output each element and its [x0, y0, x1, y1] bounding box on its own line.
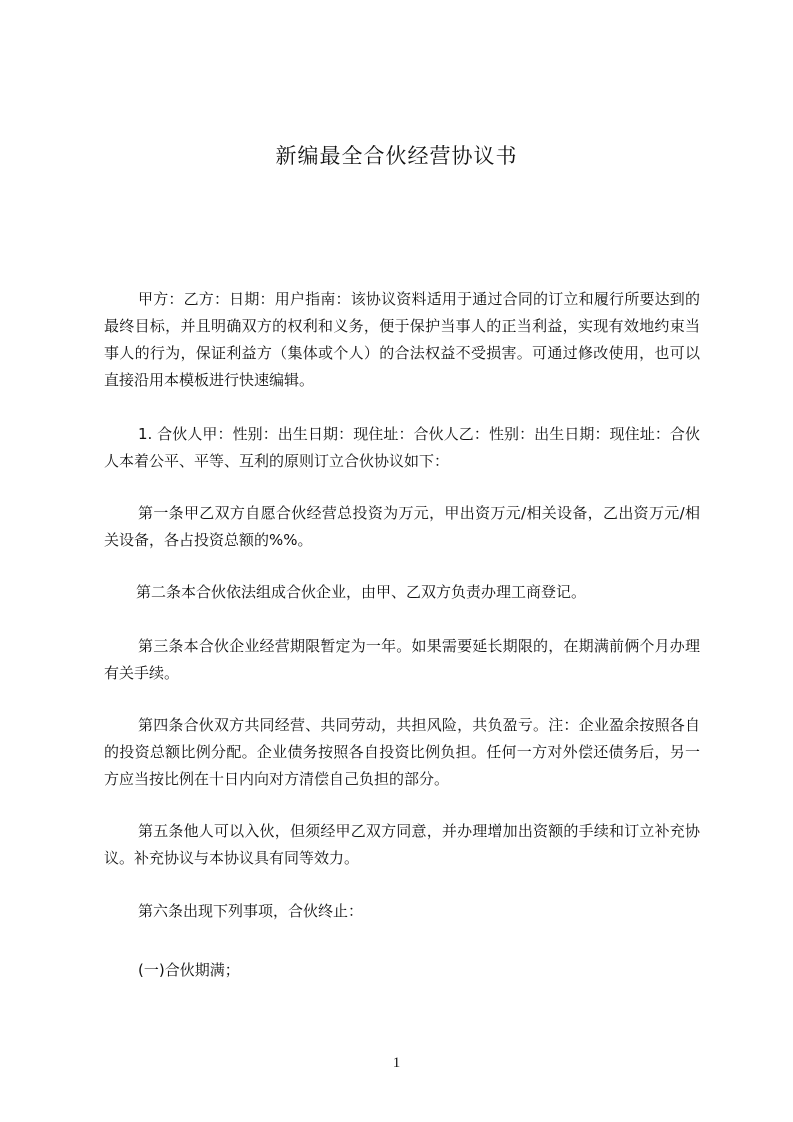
paragraph-intro: 甲方：乙方：日期：用户指南：该协议资料适用于通过合同的订立和履行所要达到的最终目标，并且明确双方的权利和义务，便于保护当事人的正当利益，实现有效地约束当事人的行为，保证利益方（集体或个人）的合法权益不受损害。可通过修改使用，也可以直接沿用本模板进行快速编辑。 [104, 290, 700, 389]
paragraph-article-6: 第六条出现下列事项，合伙终止： [138, 902, 364, 920]
paragraph-article-2: 第二条本合伙依法组成合伙企业，由甲、乙双方负责办理工商登记。 [136, 583, 587, 601]
paragraph-partners: 1. 合伙人甲：性别：出生日期：现住址：合伙人乙：性别：出生日期：现住址：合伙人本着公平、平等、互利的原则订立合伙协议如下： [104, 425, 700, 470]
paragraph-article-4: 第四条合伙双方共同经营、共同劳动，共担风险，共负盈亏。注：企业盈余按照各自的投资总额比例分配。企业债务按照各自投资比例负担。任何一方对外偿还债务后，另一方应当按比例在十日内向对方清偿自己负担的部分。 [104, 716, 700, 788]
paragraph-article-3: 第三条本合伙企业经营期限暂定为一年。如果需要延长期限的，在期满前俩个月办理有关手续。 [104, 637, 700, 682]
paragraph-article-1: 第一条甲乙双方自愿合伙经营总投资为万元，甲出资万元/相关设备，乙出资万元/相关设备，各占投资总额的%%。 [104, 504, 700, 549]
page-number: 1 [392, 1055, 401, 1071]
paragraph-item-1: (一)合伙期满； [138, 961, 240, 979]
paragraph-article-5: 第五条他人可以入伙，但须经甲乙双方同意，并办理增加出资额的手续和订立补充协议。补充协议与本协议具有同等效力。 [104, 822, 700, 867]
document-title: 新编最全合伙经营协议书 [275, 144, 518, 168]
